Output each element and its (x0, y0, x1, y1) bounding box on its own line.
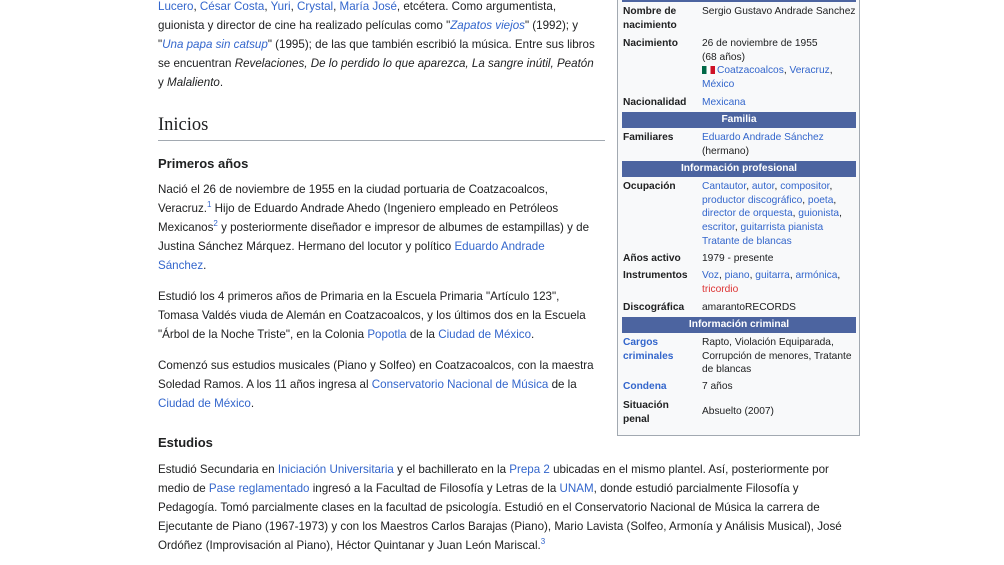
infobox-header-criminal: Información criminal (622, 317, 856, 333)
primeros-p3-line-1: Comenzó sus estudios musicales (Piano y Solfeo) en Coatzacoalcos, con la maestra (158, 359, 594, 372)
label-cargos-criminales[interactable]: Cargos criminales (623, 337, 674, 362)
heading-estudios: Estudios (158, 435, 213, 450)
link-cantautor[interactable]: Cantautor (702, 181, 747, 192)
label-instrumentos: Instrumentos (623, 270, 688, 281)
label-nacionalidad: Nacionalidad (623, 97, 687, 108)
link-coatzacoalcos[interactable]: Coatzacoalcos (717, 65, 784, 77)
value-nacionalidad (702, 96, 856, 110)
section-title-inicios: Inicios (158, 112, 605, 141)
link-tricordio[interactable]: tricordio (702, 283, 739, 295)
primeros-p2-line-3: "Árbol de la Noche Triste", en la Colonia Popotla de la Ciudad de México. (158, 328, 535, 341)
link-guionista[interactable]: guionista (798, 208, 840, 220)
label-situacion-penal: Situación penal (623, 400, 669, 425)
link-mexicana[interactable]: Mexicana (702, 97, 746, 108)
link-zapatos-viejos[interactable]: Zapatos viejos (450, 19, 525, 32)
link-piano[interactable]: piano (724, 270, 750, 281)
link-poeta[interactable]: poeta (807, 194, 834, 206)
value-condena: 7 años (702, 381, 733, 392)
link-una-papa-sin-catsup[interactable]: Una papa sin catsup (162, 38, 268, 51)
link-eduardo-andrade-sanchez[interactable]: Eduardo Andrade Sánchez (702, 132, 824, 143)
link-compositor[interactable]: compositor (780, 181, 830, 192)
link-crystal[interactable]: Crystal (297, 0, 334, 13)
intro-line-1: Lucero, César Costa, Yuri, Crystal, María José, etcétera. Como argumentista, (158, 0, 557, 13)
value-ocupacion: Cantautor, autor, compositor, productor discográfico, poeta, director de orquesta, guionista, escritor, guitarrista pianista Tratante de blancas (702, 181, 842, 247)
link-conservatorio[interactable]: Conservatorio Nacional de Música (371, 378, 549, 391)
link-tratante-de-blancas[interactable]: Tratante de blancas (702, 235, 792, 247)
value-instrumentos: Voz, piano, guitarra, armónica, tricordio (702, 270, 841, 295)
value-nacimiento: 26 de noviembre de 1955 (68 años) Coatzacoalcos, Veracruz, México (702, 38, 833, 91)
link-iniciacion-universitaria[interactable]: Iniciación Universitaria (277, 463, 394, 476)
primeros-p1-line-1: Nació el 26 de noviembre de 1955 en la ciudad portuaria de Coatzacoalcos, (158, 183, 548, 196)
link-productor-discografico[interactable]: productor discográfico (702, 194, 803, 206)
value-anios-activo: 1979 - presente (702, 253, 774, 264)
link-voz[interactable]: Voz (702, 270, 719, 281)
infobox-header-profesional: Información profesional (622, 161, 856, 177)
link-mexico[interactable]: México (702, 79, 735, 91)
link-pase-reglamentado[interactable]: Pase reglamentado (208, 482, 310, 495)
intro-line-2: guionista y director de cine ha realizado películas como "Zapatos viejos" (1992); y (158, 19, 579, 32)
label-nacimiento: Nacimiento (623, 38, 678, 49)
value-discografica: amarantoRECORDS (702, 302, 796, 313)
link-cesar-costa[interactable]: César Costa (199, 0, 265, 13)
primeros-p1-line-5: Sánchez. (158, 259, 207, 272)
link-ciudad-de-mexico[interactable]: Ciudad de México (438, 328, 532, 341)
link-autor[interactable]: autor (751, 181, 775, 192)
link-prepa-2[interactable]: Prepa 2 (509, 463, 550, 476)
link-ciudad-de-mexico-2[interactable]: Ciudad de México (158, 397, 251, 410)
label-anios-activo: Años activo (623, 253, 681, 264)
link-pianista[interactable]: pianista (788, 222, 824, 234)
link-armonica[interactable]: armónica (795, 270, 838, 281)
label-nombre: Nombre de nacimiento (623, 6, 677, 31)
intro-line-3: "Una papa sin catsup" (1995); de las que también escribió la música. Entre sus libros (158, 38, 595, 51)
primeros-p1-line-3: Mexicanos$^2$ y posteriormente diseñador e impresor de albumes de estampillas) y de (158, 219, 590, 234)
estudios-line-4: Ejecutante de Piano (1967-1973) y con los Maestros Carlos Barajas (Piano), Mario Lavista (Solfeo, Armonía y Análisis Musical), José (158, 520, 842, 533)
mexico-flag-icon (702, 66, 715, 74)
link-yuri[interactable]: Yuri (270, 0, 291, 13)
intro-line-5: y Malaliento. (158, 76, 224, 89)
link-maria-jose[interactable]: María José (339, 0, 397, 13)
value-cargos: Rapto, Violación Equiparada, Corrupción de menores, Tratante de blancas (702, 337, 852, 376)
label-familiares: Familiares (623, 132, 674, 143)
ref-3[interactable]: 3 (540, 537, 546, 547)
label-condena[interactable]: Condena (623, 381, 667, 392)
estudios-line-3: Pedagogía. Tomó parcialmente clases en la facultad de psicología. Estudió en el Conservatorio Nacional de Música la carrera de (158, 501, 820, 514)
link-lucero[interactable]: Lucero (158, 0, 194, 13)
primeros-p2-line-2: Tomasa Valdés viuda de Alemán en Coatzacoalcos, y los últimos dos en la Escuela (158, 309, 586, 322)
link-director-de-orquesta[interactable]: director de orquesta (702, 208, 793, 220)
value-situacion-penal: Absuelto (2007) (702, 406, 774, 417)
infobox-header-familia: Familia (622, 112, 856, 128)
label-discografica: Discográfica (623, 302, 685, 313)
intro-line-4: se encuentran Revelaciones, De lo perdido lo que aparezca, La sangre inútil, Peatón (158, 57, 594, 70)
primeros-p1-line-2: Veracruz.$^1$ Hijo de Eduardo Andrade Ahedo (Ingeniero empleado en Petróleos (158, 200, 559, 215)
link-guitarra[interactable]: guitarra (755, 270, 790, 281)
link-veracruz[interactable]: Veracruz (789, 65, 830, 77)
infobox-top-bar (622, 0, 856, 2)
link-unam[interactable]: UNAM (559, 482, 594, 495)
value-nombre: Sergio Gustavo Andrade Sanchez (702, 6, 856, 17)
estudios-line-1: Estudió Secundaria en Iniciación Universitaria y el bachillerato en la Prepa 2 ubicadas en el mismo plantel. Así, posteriormente por (158, 463, 829, 476)
estudios-line-2: medio de Pase reglamentado ingresó a la Facultad de Filosofía y Letras de la UNAM, donde estudió parcialmente Filosofía y (158, 482, 799, 495)
label-ocupacion: Ocupación (623, 181, 676, 192)
primeros-p3-line-2: Soledad Ramos. A los 11 años ingresa al Conservatorio Nacional de Música de la (158, 378, 577, 391)
link-sanchez[interactable]: Sánchez (158, 259, 204, 272)
estudios-line-5: Ordóñez (Improvisación al Piano), Héctor Quintanar y Juan León Mariscal.$^3$ (158, 537, 546, 552)
link-popotla[interactable]: Popotla (367, 328, 407, 341)
ref-1[interactable]: 1 (206, 200, 212, 210)
heading-primeros-anos: Primeros años (158, 156, 249, 171)
value-familiares: Eduardo Andrade Sánchez (hermano) (702, 132, 824, 157)
primeros-p3-line-3: Ciudad de México. (158, 397, 255, 410)
primeros-p2-line-1: Estudió los 4 primeros años de Primaria en la Escuela Primaria "Artículo 123", (158, 290, 560, 303)
link-eduardo-andrade[interactable]: Eduardo Andrade (454, 240, 545, 253)
infobox (617, 0, 860, 436)
ref-2[interactable]: 2 (213, 219, 218, 229)
primeros-p1-line-4: Justina Sánchez Márquez. Hermano del locutor y político Eduardo Andrade (158, 240, 545, 253)
link-escritor[interactable]: escritor (702, 222, 735, 234)
link-guitarrista[interactable]: guitarrista (740, 222, 786, 234)
